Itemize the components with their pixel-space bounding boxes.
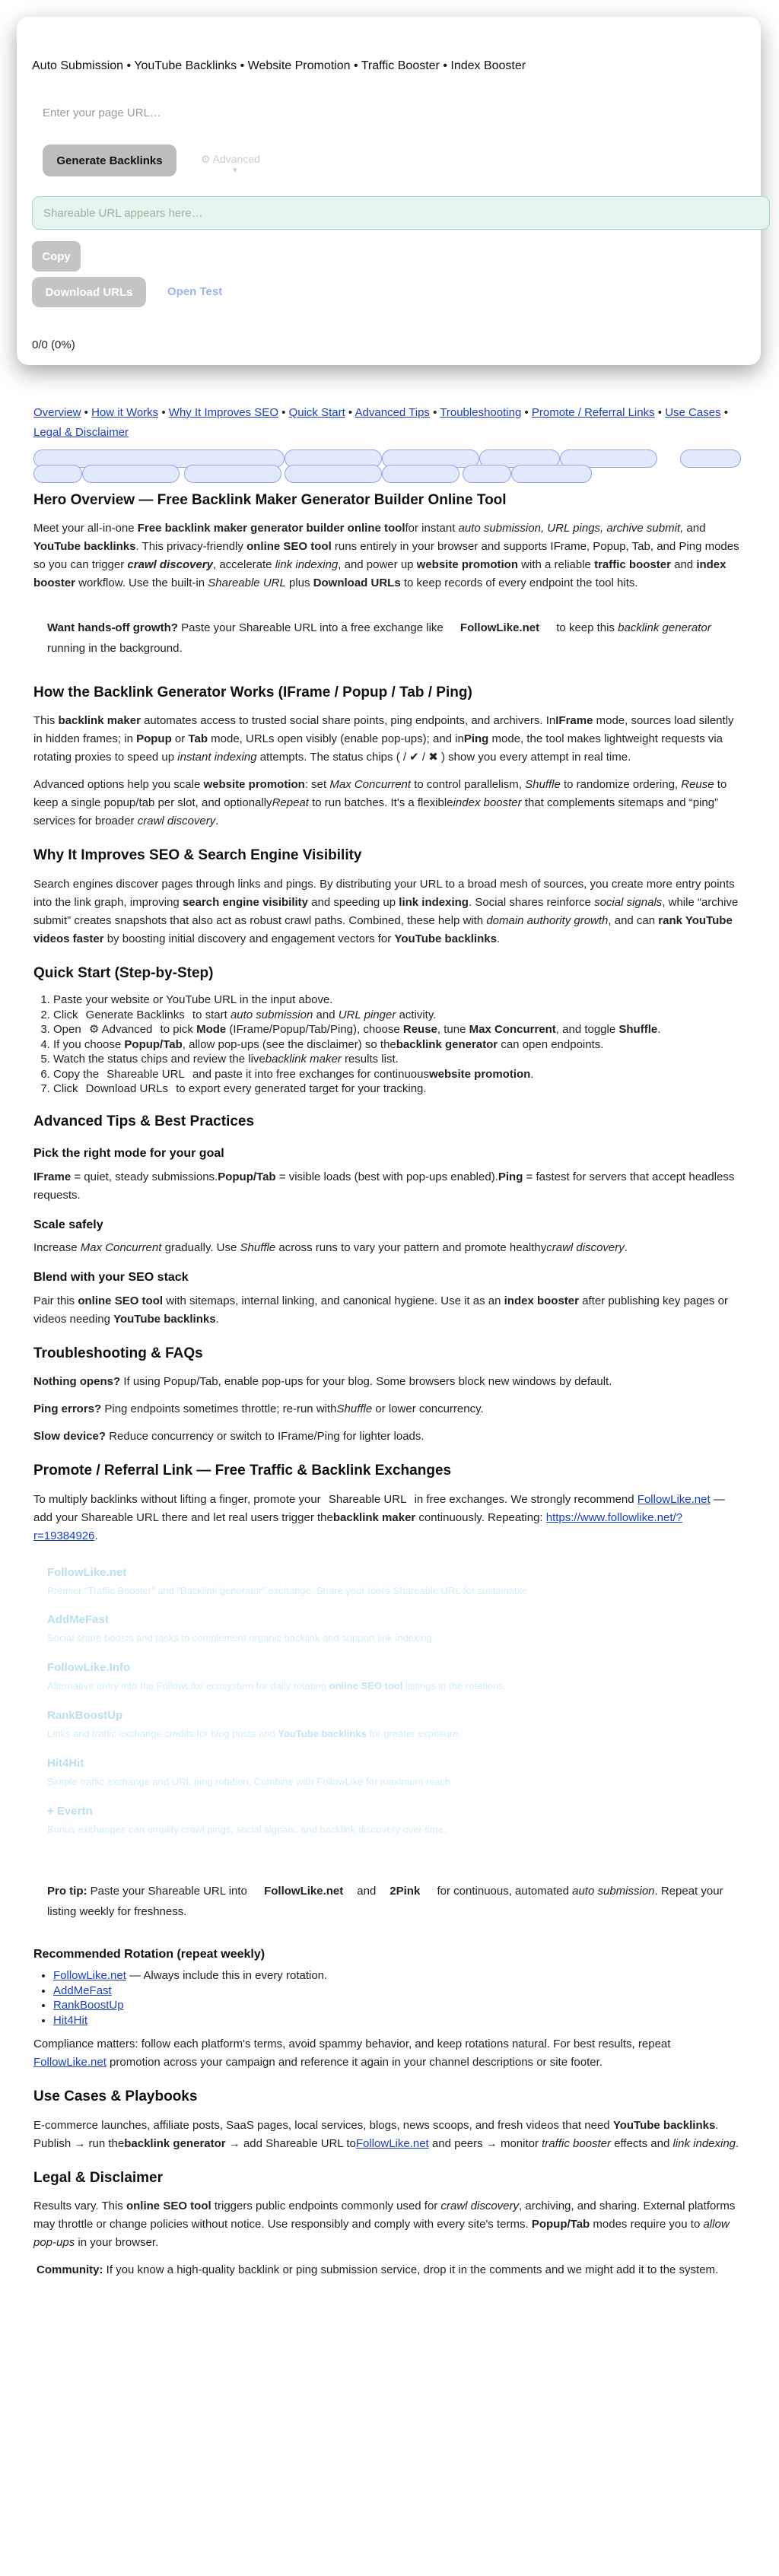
followlike-pill[interactable]: FollowLike.net	[264, 1885, 344, 1898]
list-item: 6. Copy the Shareable URL and paste it into free exchanges for continuouswebsite promotion.	[53, 1067, 741, 1082]
nav-how-it-works[interactable]: How it Works	[91, 406, 159, 419]
rotation-link[interactable]: Hit4Hit	[53, 2013, 88, 2027]
nav-quick-start[interactable]: Quick Start	[288, 406, 345, 419]
tips-subheading: Blend with your SEO stack	[33, 1271, 189, 1285]
exchange-card[interactable]: FollowLike.Info Alternative entry into the FollowLike ecosystem for daily rotating online SEO tool listings in the rotations.	[47, 1661, 507, 1692]
shareable-url-field[interactable]	[32, 196, 770, 230]
status-chip	[511, 465, 592, 483]
promote-paragraph: To multiply backlinks without lifting a finger, promote your Shareable URL in free exchanges. We strongly recommend FollowLike.net — add your Shareable URL there and let real users trigger thebacklink maker continuously. Repeating: https://www.followlike.net/?r=19384926.	[33, 1492, 725, 1542]
status-chip	[463, 465, 511, 483]
status-chips	[33, 446, 741, 484]
rotation-list	[33, 1968, 741, 2028]
overview-heading: Hero Overview — Free Backlink Maker Generator Builder Online Tool	[33, 492, 507, 508]
legal-heading: Legal & Disclaimer	[33, 2169, 164, 2186]
use-cases-paragraph: E-commerce launches, affiliate posts, SaaS pages, local services, blogs, news scoops, and fresh videos that need YouTube backlinks. Publish → run thebacklink generator → add Shareable URL toFollowLike.net and peers → monitor traffic booster effects and link indexing.	[33, 2118, 739, 2150]
tips-paragraph: IFrame = quiet, steady submissions.Popup/Tab = visible loads (best with pop-ups enabled).Ping = fastest for servers that accept headless requests.	[33, 1170, 735, 1202]
list-item: 2. Click Generate Backlinks to start auto submission and URL pinger activity.	[53, 1008, 741, 1023]
rotation-link[interactable]: AddMeFast	[53, 1984, 112, 1997]
nav-advanced-tips[interactable]: Advanced Tips	[355, 406, 430, 419]
followlike-link[interactable]: FollowLike.net	[355, 2136, 429, 2150]
article	[33, 403, 741, 2289]
nav-use-cases[interactable]: Use Cases	[665, 406, 721, 419]
list-item	[53, 1998, 741, 2013]
followlike-link[interactable]: FollowLike.net	[33, 2056, 107, 2069]
list-item: • FollowLike.net — Always include this in every rotation.	[53, 1968, 741, 1984]
how-heading: How the Backlink Generator Works (IFrame / Popup / Tab / Ping)	[33, 684, 472, 700]
how-paragraph-2: Advanced options help you scale website promotion: set Max Concurrent to control parallelism, Shuffle to randomize ordering, Reuse to keep a single popup/tab per slot, and optionallyRepeat to run batches. It's a flexibleindex booster that complements sitemaps and “ping” services for broader crawl discovery.	[33, 778, 727, 828]
exchange-card[interactable]: AddMeFast Social share boosts and tasks to complement organic backlink and support link indexing.	[47, 1613, 435, 1644]
use-cases-heading: Use Cases & Playbooks	[33, 2088, 198, 2105]
tips-paragraph: Pair this online SEO tool with sitemaps, internal linking, and canonical hygiene. Use it as an index booster after publishing key pages or videos needing YouTube backlinks.	[33, 1294, 728, 1326]
rotation-heading: Recommended Rotation (repeat weekly)	[33, 1947, 265, 1961]
why-paragraph: Search engines discover pages through links and pings. By distributing your URL to a broad mesh of sources, you create more entry points into the link graph, improving search engine visibility and speeding up link indexing. Social shares reinforce social signals, while “archive submit” creates snapshots that also act as robust crawl paths. Combined, these help with domain authority growth, and can rank YouTube videos faster by boosting initial discovery and engagement vectors for YouTube backlinks.	[33, 877, 739, 945]
quick-start-steps	[33, 993, 741, 1097]
nav-troubleshooting[interactable]: Troubleshooting	[440, 406, 522, 419]
troubleshooting-heading: Troubleshooting & FAQs	[33, 1345, 203, 1361]
status-chip	[285, 465, 382, 483]
list-item: 5. Watch the status chips and review the livebacklink maker results list.	[53, 1052, 741, 1067]
how-paragraph-1: This backlink maker automates access to trusted social share points, ping endpoints, and archivers. InIFrame mode, sources load silently in hidden frames; in Popup or Tab mode, URLs open visibly (enable pop-ups); and inPing mode, the tool makes lightweight requests via rotating proxies to speed up instant indexing attempts. The status chips ( / ✔ / ✖ ) show you every attempt in real time.	[33, 714, 734, 764]
exchange-list	[33, 1558, 741, 1844]
section-nav: Overview • How it Works • Why It Improves SEO • Quick Start • Advanced Tips • Troubleshooting • Promote / Referral Links • Use Cases • Legal & Disclaimer	[33, 406, 728, 439]
nav-promote[interactable]: Promote / Referral Links	[531, 406, 655, 419]
overview-paragraph: Meet your all-in-one Free backlink maker generator builder online toolfor instant auto submission, URL pings, archive submit, and YouTube backlinks. This privacy-friendly online SEO tool runs entirely in your browser and supports IFrame, Popup, Tab, and Ping modes so you can trigger crawl discovery, accelerate link indexing, and power up website promotion with a reliable traffic booster and index booster workflow. Use the built-in Shareable URL plus Download URLs to keep records of every endpoint the tool hits.	[33, 522, 739, 590]
progress-counter: 0/0 (0%)	[32, 338, 75, 351]
followlike-pill[interactable]: FollowLike.net	[459, 621, 540, 635]
generate-backlinks-button[interactable]: Generate Backlinks	[43, 145, 176, 176]
hands-off-callout: Want hands-off growth? Paste your Shareable URL into a free exchange like FollowLike.net to keep this backlink generator running in the background.	[33, 618, 741, 659]
list-item	[53, 1984, 741, 1999]
open-test-link[interactable]: Open Test	[167, 285, 223, 298]
exchange-card[interactable]: + Evertn Bonus exchanges can amplify crawl pings, social signals, and backlink discovery over time.	[47, 1804, 447, 1835]
url-input[interactable]	[32, 97, 458, 128]
tool-card	[17, 17, 761, 365]
chevron-down-icon: ▾	[233, 166, 237, 175]
quick-start-heading: Quick Start (Step-by-Step)	[33, 964, 214, 981]
legal-paragraph: Results vary. This online SEO tool triggers public endpoints commonly used for crawl discovery, archiving, and sharing. External platforms may throttle or change policies without notice. Use responsibly and comply with every site's terms. Popup/Tab modes require you to allow pop-ups in your browser.	[33, 2200, 736, 2250]
2pink-pill[interactable]: 2Pink	[390, 1885, 421, 1898]
status-chip	[82, 465, 180, 483]
faq-item: Ping errors? Ping endpoints sometimes throttle; re-run withShuffle or lower concurrency.	[33, 1402, 484, 1416]
faq-item: Slow device? Reduce concurrency or switch to IFrame/Ping for lighter loads.	[33, 1430, 424, 1444]
followlike-link[interactable]: FollowLike.net	[637, 1492, 711, 1506]
advanced-tips-heading: Advanced Tips & Best Practices	[33, 1113, 255, 1129]
tool-tagline: Auto Submission • YouTube Backlinks • Website Promotion • Traffic Booster • Index Booster	[32, 59, 526, 72]
nav-overview[interactable]: Overview	[33, 406, 81, 419]
compliance-paragraph: Compliance matters: follow each platform's terms, avoid spammy behavior, and keep rotations natural. For best results, repeat FollowLike.net promotion across your campaign and reference it again in your channel descriptions or site footer.	[33, 2038, 671, 2069]
list-item: 4. If you choose Popup/Tab, allow pop-ups (see the disclaimer) so thebacklink generator can open endpoints.	[53, 1037, 741, 1053]
faq-item: Nothing opens? If using Popup/Tab, enable pop-ups for your blog. Some browsers block new windows by default.	[33, 1375, 612, 1389]
list-item: 3. Open ⚙ Advanced to pick Mode (IFrame/Popup/Tab/Ping), choose Reuse, tune Max Concurrent, and toggle Shuffle.	[53, 1022, 741, 1037]
list-item: 1. Paste your website or YouTube URL in the input above.	[53, 993, 741, 1008]
rotation-link[interactable]: RankBoostUp	[53, 1999, 124, 2012]
advanced-toggle[interactable]: ⚙ Advanced	[201, 153, 260, 165]
community-note: Community: If you know a high-quality backlink or ping submission service, drop it in the comments and we might add it to the system.	[37, 2263, 719, 2277]
status-chip	[184, 465, 281, 483]
list-item	[53, 2013, 741, 2028]
nav-legal[interactable]: Legal & Disclaimer	[33, 425, 129, 439]
nav-why-seo[interactable]: Why It Improves SEO	[168, 406, 278, 419]
tips-subheading: Pick the right mode for your goal	[33, 1146, 224, 1160]
tips-paragraph: Increase Max Concurrent gradually. Use Shuffle across runs to vary your pattern and promote healthycrawl discovery.	[33, 1241, 628, 1255]
list-item: 7. Click Download URLs to export every generated target for your tracking.	[53, 1082, 741, 1097]
exchange-card[interactable]: Hit4Hit Simple traffic exchange and URL ping rotation. Combine with FollowLike for maximum reach.	[47, 1756, 453, 1787]
status-chip	[680, 449, 741, 468]
status-chip	[33, 465, 82, 483]
why-heading: Why It Improves SEO & Search Engine Visibility	[33, 847, 362, 864]
tips-subheading: Scale safely	[33, 1218, 103, 1231]
pro-tip: Pro tip: Paste your Shareable URL into FollowLike.net and 2Pink for continuous, automated auto submission. Repeat your listing weekly for freshness.	[33, 1882, 741, 1922]
status-chip	[382, 465, 459, 483]
exchange-card[interactable]: FollowLike.net Premier “Traffic Booster” and “Backlink generator” exchange. Share your tool's Shareable URL for sustainable	[47, 1565, 528, 1596]
rotation-link[interactable]: FollowLike.net	[53, 1969, 126, 1983]
download-urls-button[interactable]: Download URLs	[32, 277, 146, 307]
exchange-card[interactable]: RankBoostUp Links and traffic exchange credits for blog posts and YouTube backlinks for greater exposure.	[47, 1708, 462, 1739]
referral-link[interactable]: https://www.followlike.net/?r=19384926	[33, 1510, 682, 1542]
copy-button[interactable]: Copy	[32, 241, 81, 272]
promote-heading: Promote / Referral Link — Free Traffic & Backlink Exchanges	[33, 1463, 452, 1479]
